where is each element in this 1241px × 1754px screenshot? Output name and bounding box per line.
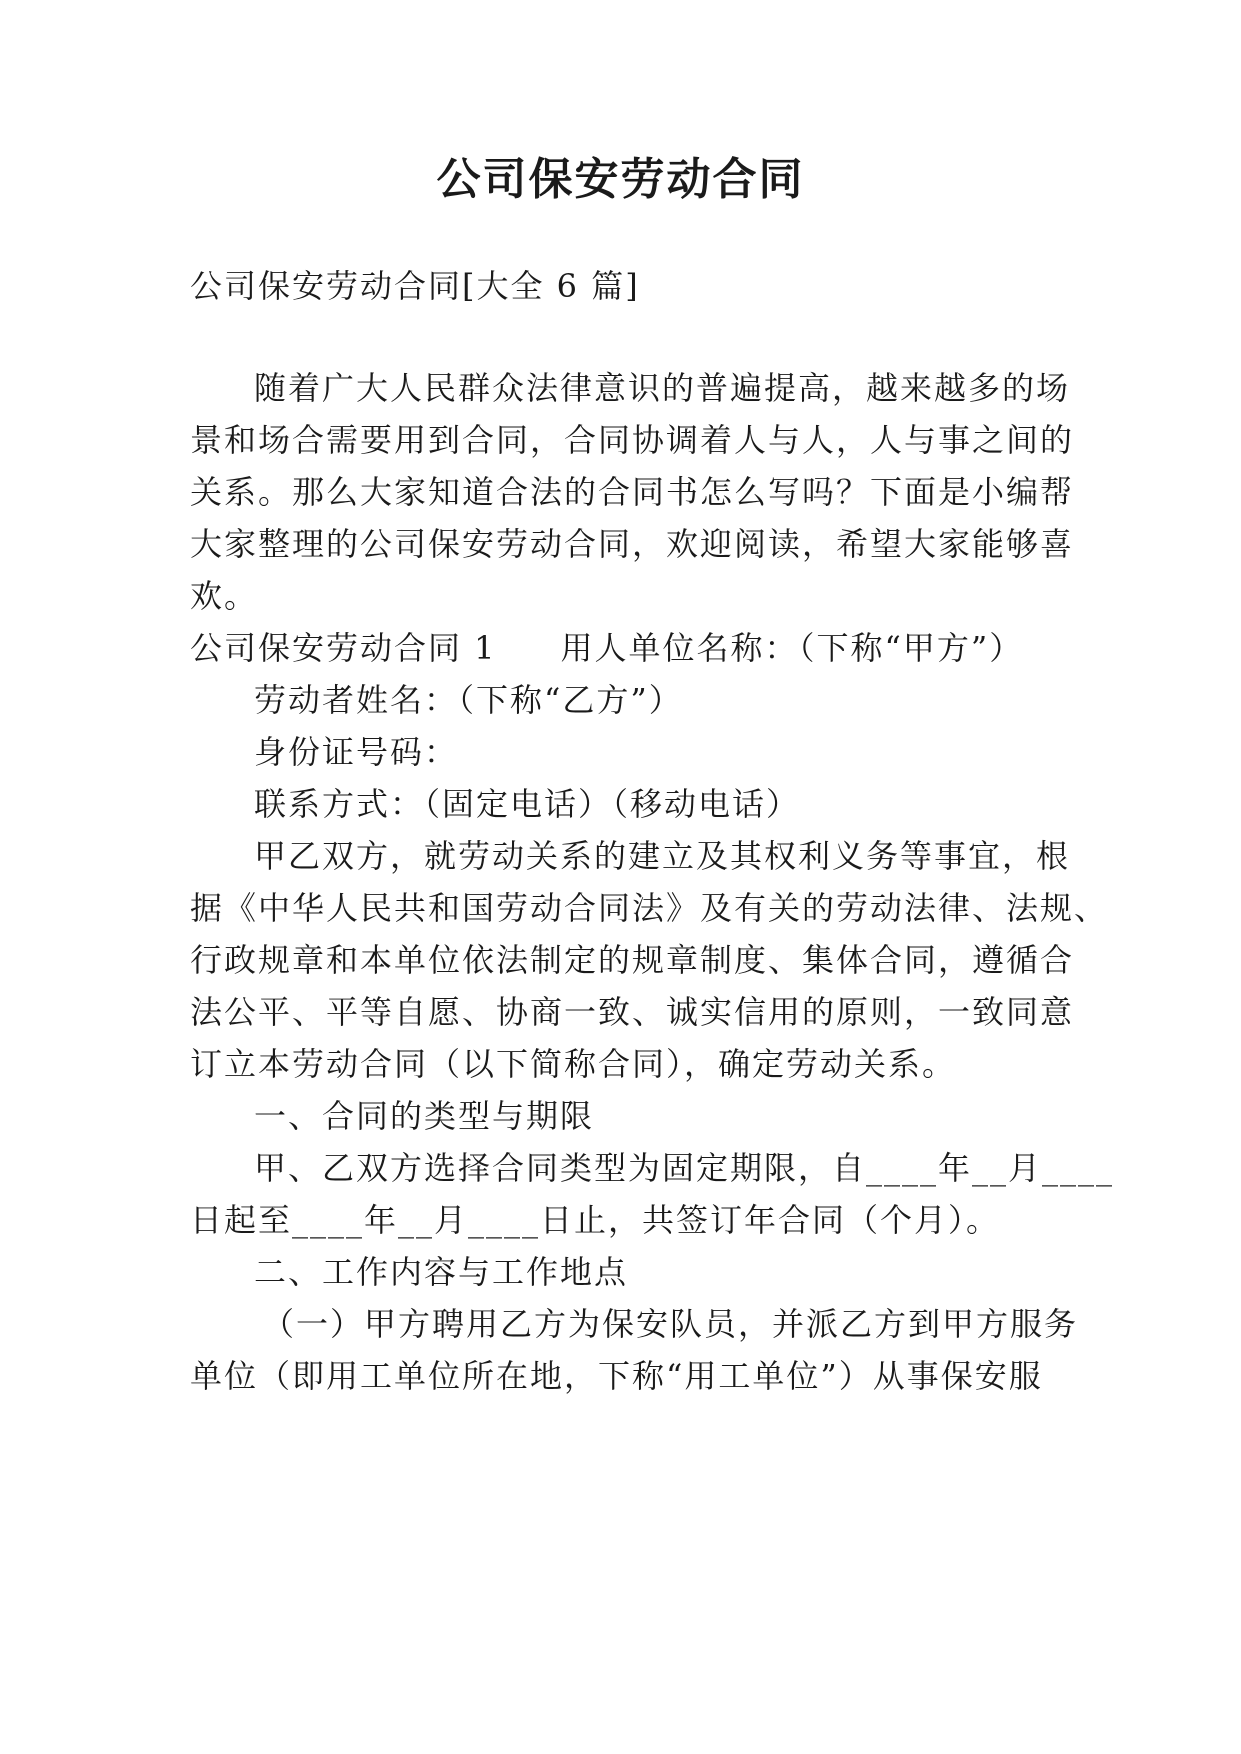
paragraph-line: 景和场合需要用到合同，合同协调着人与人，人与事之间的	[190, 421, 1075, 459]
paragraph-line: 法公平、平等自愿、协商一致、诚实信用的原则，一致同意	[190, 993, 1075, 1031]
paragraph-line: 随着广大人民群众法律意识的普遍提高，越来越多的场	[254, 369, 1071, 407]
contract-heading-line	[190, 626, 1023, 670]
contract-heading: 公司保安劳动合同 1	[190, 629, 497, 667]
paragraph-line: （一）甲方聘用乙方为保安队员，并派乙方到甲方服务	[262, 1305, 1079, 1343]
paragraph-line: 大家整理的公司保安劳动合同，欢迎阅读，希望大家能够喜	[190, 525, 1075, 563]
paragraph-line: 行政规章和本单位依法制定的规章制度、集体合同，遵循合	[190, 941, 1075, 979]
contact-label: 联系方式：（固定电话）（移动电话）	[254, 785, 801, 823]
paragraph-line: 甲、乙双方选择合同类型为固定期限，自____年__月____	[254, 1149, 1115, 1187]
document-title: 公司保安劳动合同	[436, 154, 805, 205]
document-subtitle: 公司保安劳动合同[大全 6 篇]	[190, 267, 640, 305]
id-number-label: 身份证号码：	[254, 733, 459, 771]
paragraph-line: 据《中华人民共和国劳动合同法》及有关的劳动法律、法规、	[190, 889, 1109, 927]
employer-name-label: 用人单位名称：（下称“甲方”）	[560, 629, 1024, 667]
paragraph-line: 日起至____年__月____日止，共签订年合同（个月）。	[190, 1201, 1001, 1239]
employee-name-label: 劳动者姓名：（下称“乙方”）	[254, 681, 683, 719]
paragraph-line: 欢。	[190, 577, 259, 615]
paragraph-line: 订立本劳动合同（以下简称合同），确定劳动关系。	[190, 1045, 957, 1083]
paragraph-line: 关系。那么大家知道合法的合同书怎么写吗？下面是小编帮	[190, 473, 1075, 511]
section-heading: 二、工作内容与工作地点	[254, 1253, 629, 1291]
paragraph-line: 单位（即用工单位所在地，下称“用工单位”）从事保安服	[190, 1357, 1043, 1395]
paragraph-line: 甲乙双方，就劳动关系的建立及其权利义务等事宜，根	[254, 837, 1071, 875]
section-heading: 一、合同的类型与期限	[254, 1097, 595, 1135]
